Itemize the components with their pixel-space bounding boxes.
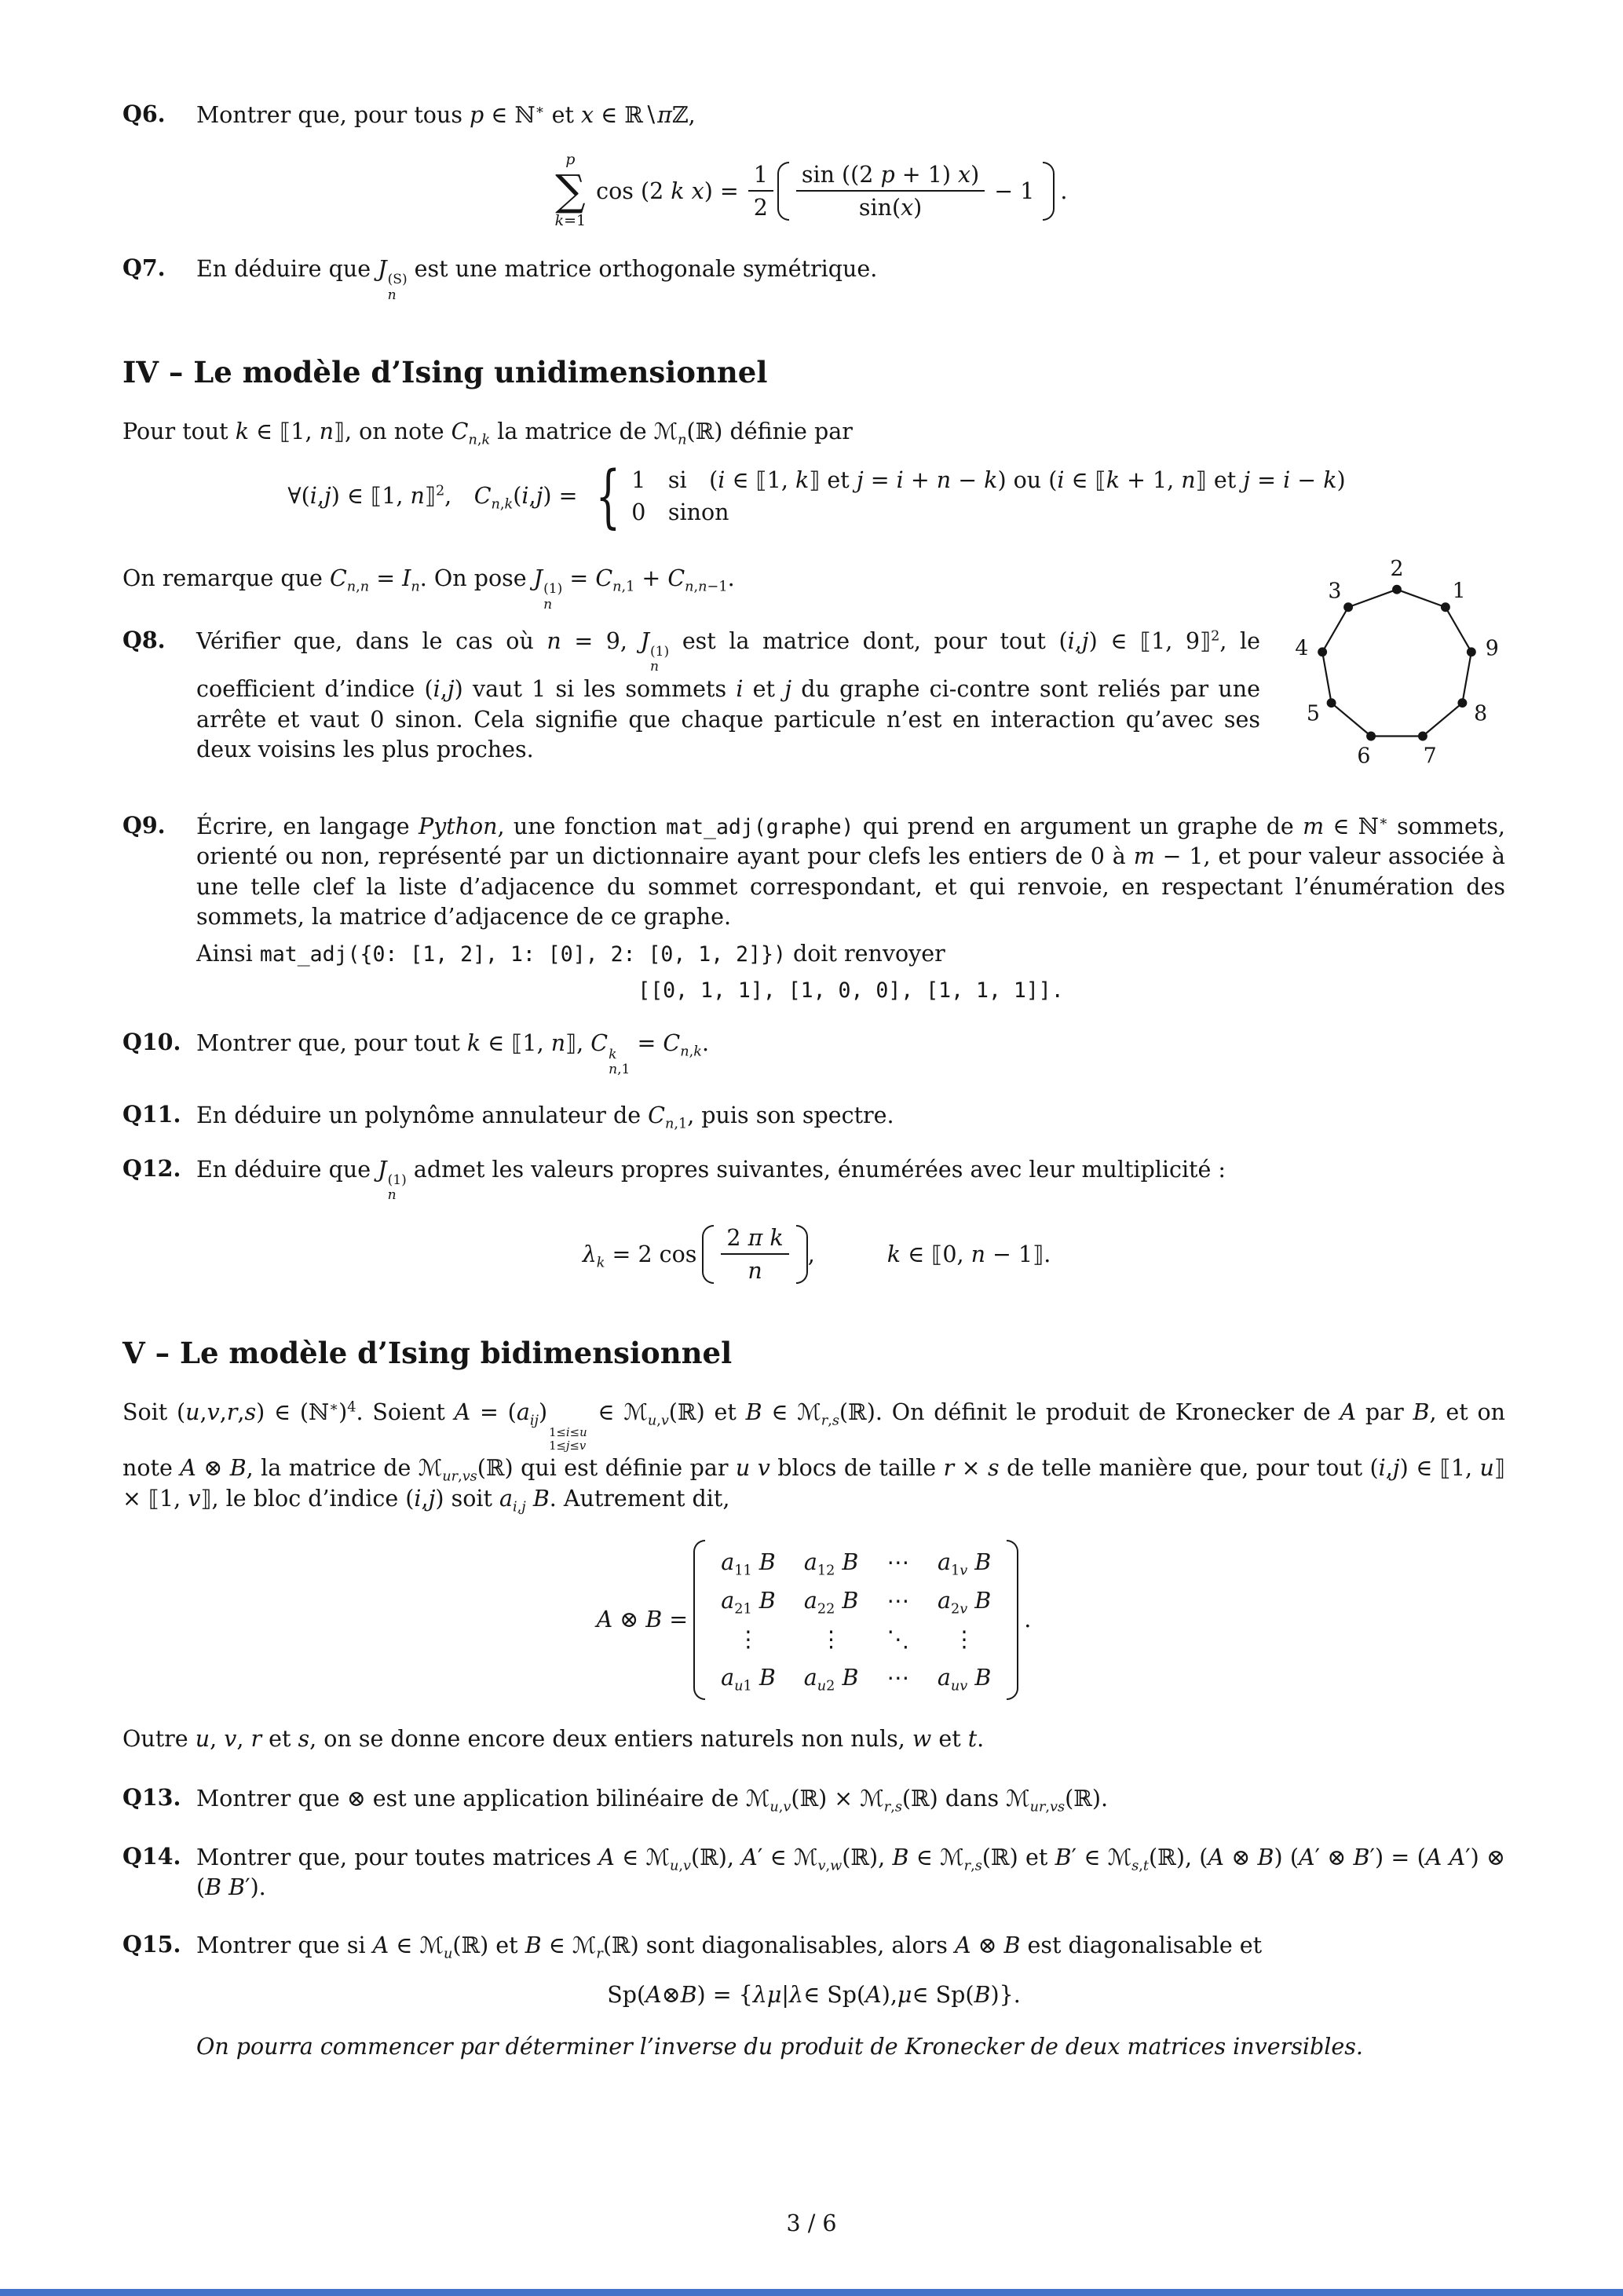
question-q9-example: Ainsi mat_adj({0: [1, 2], 1: [0], 2: [0, 1, 2]}) doit renvoyer — [196, 940, 945, 967]
q6-eq-period: . — [1060, 177, 1068, 204]
matrix-cell: $a_{12}$ B — [803, 1548, 859, 1579]
left-paren — [777, 162, 789, 221]
svg-text:9: 9 — [1485, 636, 1499, 661]
kronecker-matrix-grid — [708, 1540, 1003, 1700]
matrix-cell: ⋮ — [952, 1625, 976, 1652]
section-heading-iv: IV – Le modèle d’Ising unidimensionnel — [122, 354, 768, 389]
q15-spectrum-equation: Sp( A ⊗ B ) = { λ μ | λ ∈ Sp( A ), μ ∈ Sp( B )}. — [607, 1981, 1021, 2008]
fraction-numerator: sin ((2 p + 1) x) — [796, 162, 985, 192]
matrix-cell: ⋯ — [886, 1587, 909, 1614]
question-q14 — [122, 1843, 1505, 1903]
matrix-cell: $a_{1v}$ B — [937, 1548, 992, 1579]
matrix-cell: $a_{22}$ B — [803, 1587, 859, 1618]
cnk-definition-equation — [122, 456, 1505, 536]
question-q6-text: Montrer que, pour tous p ∈ ℕ∗ et x ∈ ℝ∖πℤ, — [196, 102, 696, 128]
kronecker-eq-period: . — [1024, 1607, 1032, 1633]
question-q11-label: Q11. — [122, 1101, 181, 1128]
lambda-eq-condition: k ∈ ⟦0, n − 1⟧. — [886, 1241, 1051, 1268]
parenthesized-expression — [777, 162, 1055, 221]
right-paren — [1043, 162, 1055, 221]
question-q15-text: Montrer que si A ∈ ℳ$_u$(ℝ) et B ∈ ℳ$_r$(ℝ) sont diagonalisables, alors A ⊗ B est diagonalisable et — [196, 1932, 1263, 1963]
question-q8-text: Vérifier que, dans le cas où n = 9, J (1) n est la matrice dont, pour tout (i,j) ∈ ⟦1, 9⟧$^2$, le coefficient d’indice (i,j) vaut 1 si les sommets i et j du graphe ci-contre sont reliés par une arrête et vaut 0 sinon. Cela signifie que chaque particule n’est en interaction qu’avec ses deux voisins les plus proches. — [196, 627, 1260, 763]
matrix-cell: ⋮ — [820, 1625, 843, 1652]
question-q15-label: Q15. — [122, 1931, 181, 1958]
question-q9-label: Q9. — [122, 811, 166, 839]
question-q11 — [122, 1101, 1505, 1131]
cycle-graph-figure — [1282, 558, 1512, 776]
sum-upper-limit: p — [565, 151, 576, 169]
svg-text:3: 3 — [1328, 579, 1342, 604]
question-q13-text: Montrer que ⊗ est une application bilinéaire de ℳ$_{u,v}$(ℝ) × ℳ$_{r,s}$(ℝ) dans ℳ$_{ur,vs}$(ℝ). — [196, 1786, 1109, 1815]
question-q7 — [122, 254, 1505, 303]
question-q9-text: Écrire, en langage Python, une fonction mat_adj(graphe) qui prend en argument un graphe de m ∈ ℕ∗ sommets, orienté ou non, représenté par un dictionnaire ayant pour clefs les entiers de 0 à m − 1, et pour valeur associée à une telle clef la liste d’adjacence du sommet correspondant, et qui renvoie, en respectant l’énumération des sommets, la matrice d’adjacence de ce graphe. — [196, 813, 1505, 930]
sum-symbol-icon: ∑ — [555, 166, 586, 216]
matrix-cell: ⋯ — [886, 1548, 909, 1575]
kronecker-matrix — [693, 1540, 1018, 1700]
svg-text:2: 2 — [1390, 557, 1404, 581]
lambda-eq-comma: , — [807, 1241, 815, 1268]
question-q10-text: Montrer que, pour tout k ∈ ⟦1, n⟧, C k n,1 = $C_{n,k}$. — [196, 1030, 709, 1077]
question-q12-label: Q12. — [122, 1154, 181, 1182]
question-q10-label: Q10. — [122, 1029, 181, 1056]
matrix-cell: $a_{21}$ B — [721, 1587, 776, 1618]
question-q13-label: Q13. — [122, 1784, 181, 1812]
svg-text:7: 7 — [1423, 744, 1437, 769]
two-pi-k-over-n-fraction — [721, 1225, 788, 1284]
q6-eq-minus-one: − 1 — [994, 177, 1035, 204]
section-heading-v: V – Le modèle d’Ising bidimensionnel — [122, 1336, 733, 1371]
question-q8-label: Q8. — [122, 626, 166, 653]
fraction-numerator: 2 π k — [721, 1225, 788, 1255]
page-number: 3 / 6 — [786, 2210, 837, 2236]
svg-text:6: 6 — [1357, 744, 1371, 769]
outre-paragraph: Outre u, v, r et s, on se donne encore deux entiers naturels non nuls, w et t. — [122, 1725, 985, 1752]
question-q15 — [122, 1931, 1505, 1961]
question-q6-label: Q6. — [122, 101, 166, 127]
kronecker-eq-lhs: A ⊗ B = — [596, 1607, 689, 1633]
q6-equation — [122, 151, 1505, 231]
matrix-cell: $a_{11}$ B — [721, 1548, 776, 1579]
fraction-denominator: sin(x) — [858, 194, 923, 221]
cases-lead: ∀(i,j) ∈ ⟦1, n⟧$^2$, $C_{n,k}(i,j)$ = — [287, 483, 578, 514]
question-q7-label: Q7. — [122, 254, 166, 281]
q9-result-line — [196, 975, 1505, 1005]
question-q9 — [122, 812, 1505, 1006]
hint-note: On pourra commencer par déterminer l’inverse du produit de Kronecker de deux matrices inversibles. — [196, 2033, 1363, 2060]
question-q7-text: En déduire que J (S) n est une matrice orthogonale symétrique. — [196, 255, 878, 303]
question-q14-text: Montrer que, pour toutes matrices A ∈ ℳ$_{u,v}$(ℝ), A′ ∈ ℳ$_{v,w}$(ℝ), B ∈ ℳ$_{r,s}$(ℝ) et B′ ∈ ℳ$_{s,t}$(ℝ), (A ⊗ B) (A′ ⊗ B′) = (A A′) ⊗ (B B′). — [196, 1844, 1505, 1900]
svg-text:5: 5 — [1306, 701, 1320, 726]
svg-text:8: 8 — [1474, 701, 1488, 726]
fraction-numerator: 1 — [748, 162, 773, 192]
remark-paragraph: On remarque que $C_{n,n} = I_n$. On pose J (1) n = $C_{n,1} + C_{n,n-1}$. — [122, 565, 735, 612]
question-q12-text: En déduire que J (1) n admet les valeurs propres suivantes, énumérées avec leur multiplicité : — [196, 1156, 1226, 1204]
matrix-cell: ⋯ — [886, 1664, 909, 1691]
question-q10 — [122, 1029, 1505, 1077]
right-paren — [796, 1225, 808, 1284]
ising-cycle-graph-svg — [1282, 558, 1512, 776]
q9-result-code: [[0, 1, 1], [1, 0, 0], [1, 1, 1]]. — [638, 978, 1064, 1003]
sine-ratio-fraction — [796, 162, 985, 221]
sum-lower-limit: k=1 — [554, 212, 587, 230]
kronecker-equation — [122, 1540, 1505, 1700]
matrix-right-paren — [1007, 1540, 1018, 1700]
matrix-left-paren — [693, 1540, 705, 1700]
question-q11-text: En déduire un polynôme annulateur de $C_{n,1}$, puis son spectre. — [196, 1102, 894, 1132]
q12-eigenvalues-equation — [122, 1225, 1505, 1284]
sum-operator — [555, 151, 587, 231]
matrix-cell: $a_{uv}$ B — [937, 1664, 992, 1695]
question-q9-body — [196, 812, 1505, 1006]
case-row-1: 1 si (i ∈ ⟦1, k⟧ et j = i + n − k) ou (i ∈ ⟦k + 1, n⟧ et j = i − k) — [631, 466, 1346, 493]
one-half-fraction — [748, 162, 773, 221]
section-iv-intro: Pour tout k ∈ ⟦1, n⟧, on note $C_{n,k}$ la matrice de ℳ$_n$(ℝ) définie par — [122, 418, 853, 448]
svg-text:1: 1 — [1452, 579, 1466, 604]
matrix-cell: $a_{2v}$ B — [937, 1587, 992, 1618]
section-v-intro: Soit (u,v,r,s) ∈ (ℕ∗)$^4$. Soient $A = (a_{ij})$ 1≤i≤u 1≤j≤v ∈ ℳ$_{u,v}$(ℝ) et B ∈ ℳ$_{r,s}$(ℝ). On définit le produit de Kronecker de A par B, et on note A ⊗ B, la matrice de ℳ$_{ur,vs}$(ℝ) qui est définie par u v blocs de taille r × s de telle manière que, pour tout (i,j) ∈ ⟦1, u⟧ × ⟦1, v⟧, le bloc d’indice (i,j) soit $a_{i,j}$ B. Autrement dit, — [122, 1399, 1506, 1516]
scan-edge-artifact — [0, 2289, 1623, 2296]
parenthesized-expression — [702, 1225, 807, 1284]
left-paren — [702, 1225, 714, 1284]
fraction-denominator: n — [748, 1258, 762, 1285]
cases-rows — [631, 467, 1345, 525]
matrix-cell: ⋱ — [886, 1625, 909, 1652]
matrix-cell: $a_{u2}$ B — [803, 1664, 859, 1695]
question-q13 — [122, 1784, 1505, 1814]
matrix-cell: ⋮ — [737, 1625, 760, 1652]
case-row-2: 0 sinon — [631, 499, 729, 525]
svg-text:4: 4 — [1295, 636, 1309, 661]
question-q12 — [122, 1155, 1505, 1204]
question-q14-label: Q14. — [122, 1842, 181, 1870]
q6-eq-lhs: cos (2 k x) = — [596, 177, 739, 204]
lambda-eq-lhs: $\lambda_k = 2$ cos — [582, 1241, 697, 1271]
question-q6 — [122, 101, 1505, 130]
fraction-denominator: 2 — [753, 194, 768, 221]
cases-brace: { — [595, 456, 621, 536]
matrix-cell: $a_{u1}$ B — [721, 1664, 776, 1695]
